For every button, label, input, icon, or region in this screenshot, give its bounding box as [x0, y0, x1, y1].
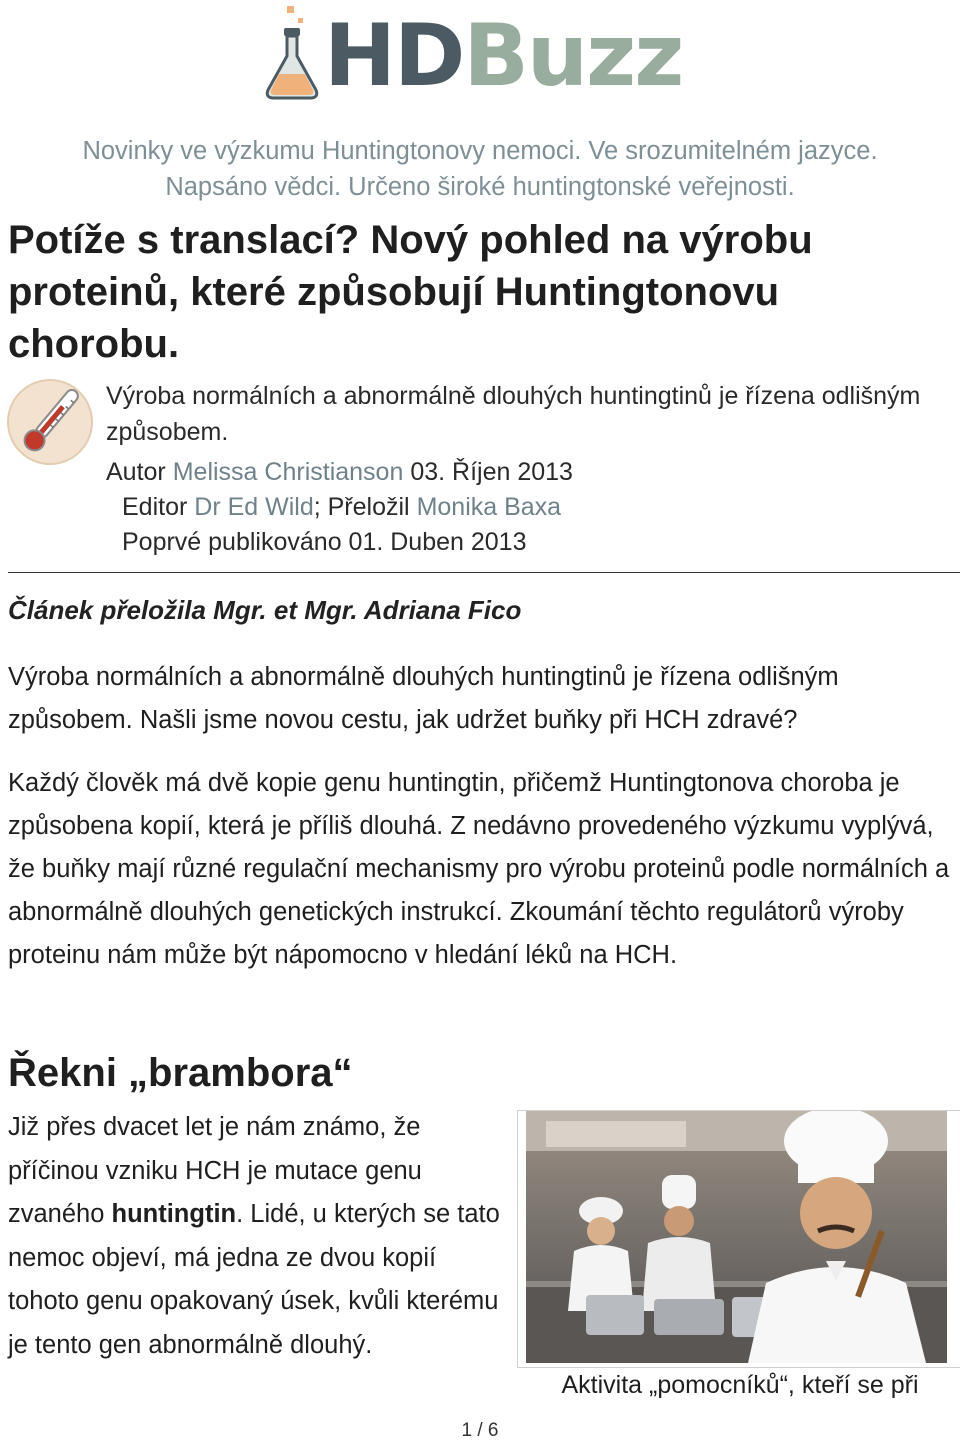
- editor-line: [122, 489, 561, 525]
- logo-buzz-text: Buzz: [463, 6, 683, 106]
- first-published-date: 01. Duben 2013: [348, 528, 527, 556]
- translated-by: Článek přeložila Mgr. et Mgr. Adriana Fico: [8, 595, 522, 625]
- article-date: 03. Říjen 2013: [410, 458, 573, 486]
- author-label: Autor: [106, 458, 166, 486]
- page-number: 1 / 6: [461, 1420, 499, 1441]
- logo-hd-text: HD: [324, 6, 464, 106]
- translator-link[interactable]: Monika Baxa: [416, 493, 562, 521]
- section-text-after: . Lidé, u kterých se tato nemoc objeví, má jedna ze dvou kopií tohoto genu opakovaný úsek, kvůli kterému je tento gen abnormálně dlouhý.: [8, 1200, 500, 1359]
- article-title: Potíže s translací? Nový pohled na výrobu proteinů, které způsobují Huntingtonovu chorobu.: [8, 218, 813, 366]
- editor-label: Editor: [122, 493, 188, 521]
- translator-label: ; Přeložil: [313, 493, 410, 521]
- section-text-before: Již přes dvacet let je nám známo, že příčinou vzniku HCH je mutace genu zvaného: [8, 1113, 422, 1228]
- article-image-frame: [517, 1110, 960, 1368]
- intro-paragraph: Každý člověk má dvě kopie genu huntingtin, přičemž Huntingtonova choroba je způsobena kopií, která je příliš dlouhá. Z nedávno provedeného výzkumu vyplývá, že buňky mají různé regulační mechanismy pro výrobu proteinů podle normálních a abnormálně dlouhých genetických instrukcí. Zkoumání těchto regulátorů výroby proteinu nám může být nápomocno v hledání léků na HCH.: [8, 769, 950, 969]
- image-caption: Aktivita „pomocníků“, kteří se při: [561, 1371, 919, 1399]
- tagline-line-1: Novinky ve výzkumu Huntingtonovy nemoci. Ve srozumitelném jazyce.: [82, 137, 878, 165]
- first-published-label: Poprvé publikováno: [122, 528, 342, 556]
- chefs-kitchen-photo: [526, 1111, 947, 1363]
- lead-paragraph: Výroba normálních a abnormálně dlouhých huntingtinů je řízena odlišným způsobem. Našli jsme novou cestu, jak udržet buňky při HCH zdravé?: [8, 663, 839, 734]
- section-paragraph: [8, 1106, 513, 1367]
- editor-link[interactable]: Dr Ed Wild: [194, 493, 314, 521]
- article-summary: Výroba normálních a abnormálně dlouhých huntingtinů je řízena odlišným způsobem.: [106, 382, 921, 446]
- hdbuzz-logo[interactable]: [262, 4, 712, 104]
- huntingtin-term: huntingtin: [111, 1200, 237, 1228]
- first-published-line: [122, 524, 526, 560]
- thermometer-icon: [6, 378, 94, 466]
- tagline-line-2: Napsáno vědci. Určeno široké huntingtonské veřejnosti.: [165, 173, 795, 201]
- author-link[interactable]: Melissa Christianson: [172, 458, 404, 486]
- flask-icon: [262, 4, 322, 104]
- divider: [8, 572, 960, 573]
- author-line: [106, 454, 573, 490]
- section-heading: Řekni „brambora“: [8, 1051, 353, 1095]
